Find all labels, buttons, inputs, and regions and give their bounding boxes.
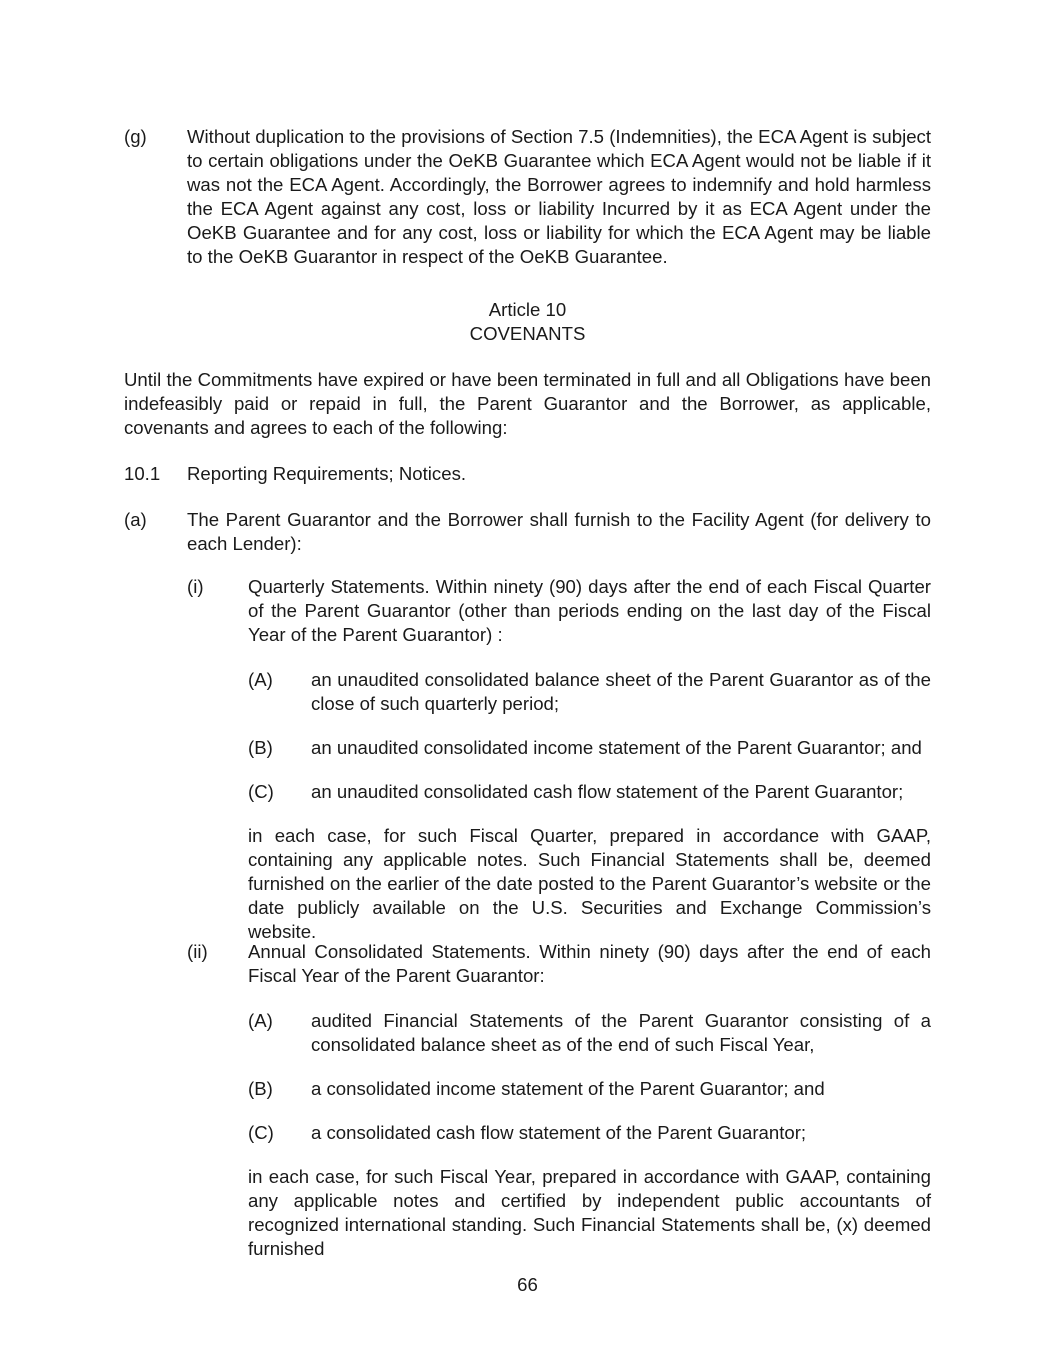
sub-i-item-c-text: an unaudited consolidated cash flow statement of the Parent Guarantor; — [311, 781, 904, 802]
page-number: 66 — [517, 1274, 538, 1295]
sub-i-text: Quarterly Statements. Within ninety (90) days after the end of each Fiscal Quarter of the Parent Guarantor (other than periods ending on the last day of the Fiscal Year of the Parent Guarantor) : — [248, 576, 931, 645]
section-a-text: The Parent Guarantor and the Borrower shall furnish to the Facility Agent (for delivery to each Lender): — [187, 509, 931, 554]
sub-ii-item-a-label: (A) — [248, 1010, 273, 1031]
sub-i-label: (i) — [187, 576, 204, 597]
article-title: COVENANTS — [469, 323, 586, 344]
sub-ii-item-a-text: audited Financial Statements of the Parent Guarantor consisting of a consolidated balance sheet as of the end of such Fiscal Year, — [311, 1010, 931, 1055]
section-10-1-heading: Reporting Requirements; Notices. — [187, 463, 467, 484]
sub-i-item-c-label: (C) — [248, 781, 274, 802]
sub-i-item-a-text: an unaudited consolidated balance sheet of the Parent Guarantor as of the close of such quarterly period; — [311, 669, 931, 714]
article-intro: Until the Commitments have expired or have been terminated in full and all Obligations have been indefeasibly paid or repaid in full, the Parent Guarantor and the Borrower, as applicable, covenants and agrees to each of the following: — [124, 369, 931, 438]
sub-i-item-a-label: (A) — [248, 669, 273, 690]
sub-i-closing: in each case, for such Fiscal Quarter, prepared in accordance with GAAP, containing any applicable notes. Such Financial Statements shall be, deemed furnished on the earlier of the date posted to the Parent Guarantor’s website or the date publicly available on the U.S. Securities and Exchange Commission’s website. — [248, 825, 931, 942]
sub-ii-item-c-text: a consolidated cash flow statement of the Parent Guarantor; — [311, 1122, 807, 1143]
sub-ii-item-c-label: (C) — [248, 1122, 274, 1143]
section-g-text: Without duplication to the provisions of Section 7.5 (Indemnities), the ECA Agent is subject to certain obligations under the OeKB Guarantee which ECA Agent would not be liable if it was not the ECA Agent. Accordingly, the Borrower agrees to indemnify and hold harmless the ECA Agent against any cost, loss or liability Incurred by it as ECA Agent under the OeKB Guarantee and for any cost, loss or liability for which the ECA Agent may be liable to the OeKB Guarantor in respect of the OeKB Guarantee. — [187, 126, 931, 267]
sub-ii-item-b-text: a consolidated income statement of the Parent Guarantor; and — [311, 1078, 825, 1099]
article-number: Article 10 — [488, 299, 567, 320]
sub-i-item-b-text: an unaudited consolidated income statement of the Parent Guarantor; and — [311, 737, 922, 758]
sub-ii-label: (ii) — [187, 941, 208, 962]
sub-ii-text: Annual Consolidated Statements. Within ninety (90) days after the end of each Fiscal Year of the Parent Guarantor: — [248, 941, 931, 986]
sub-ii-item-b-label: (B) — [248, 1078, 273, 1099]
section-10-1-label: 10.1 — [124, 463, 161, 484]
section-g-label: (g) — [124, 126, 147, 147]
sub-i-item-b-label: (B) — [248, 737, 273, 758]
section-a-label: (a) — [124, 509, 147, 530]
sub-ii-closing: in each case, for such Fiscal Year, prepared in accordance with GAAP, containing any applicable notes and certified by independent public accountants of recognized international standing. Such Financial Statements shall be, (x) deemed furnished — [248, 1166, 931, 1259]
